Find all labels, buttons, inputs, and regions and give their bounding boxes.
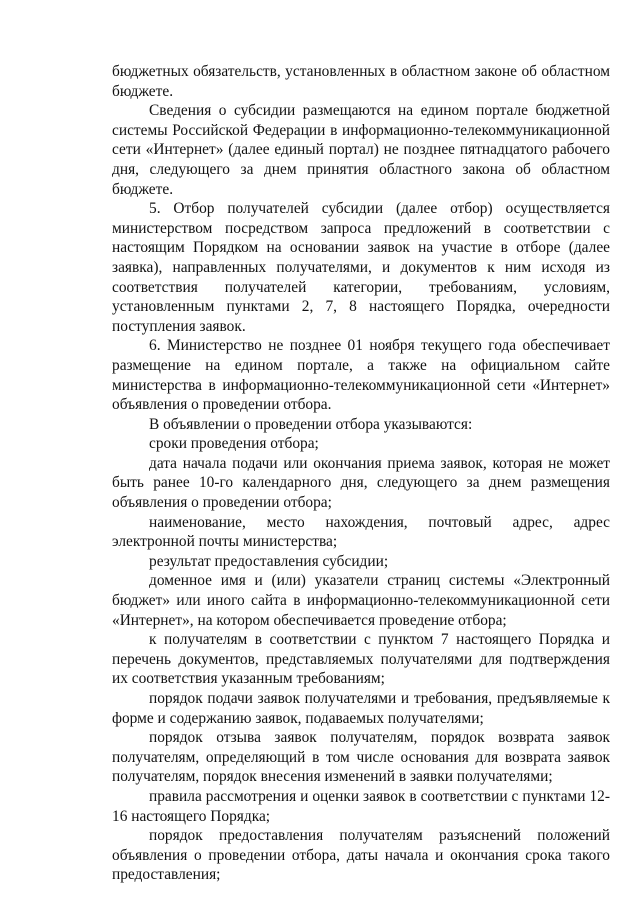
paragraph: порядок предоставления получателям разъяснений положений объявления о проведении отбора, даты начала и окончания срока такого предоставления; [112, 827, 610, 884]
paragraph: доменное имя и (или) указатели страниц системы «Электронный бюджет» или иного сайта в информационно-телекоммуникационной сети «Интернет», на котором обеспечивается проведение отбора; [112, 572, 610, 629]
document-body [112, 62, 610, 885]
paragraph: 6. Министерство не позднее 01 ноября текущего года обеспечивает размещение на едином портале, а также на официальном сайте министерства в информационно-телекоммуникационной сети «Интернет» объявления о проведении отбора. [112, 337, 610, 414]
paragraph: бюджетных обязательств, установленных в областном законе об областном бюджете. [112, 63, 610, 100]
paragraph: порядок отзыва заявок получателям, порядок возврата заявок получателям, определяющий в том числе основания для возврата заявок получателям, порядок внесения изменений в заявки получателями; [112, 729, 610, 786]
paragraph: сроки проведения отбора; [149, 435, 319, 453]
paragraph: дата начала подачи или окончания приема заявок, которая не может быть ранее 10-го календарного дня, следующего за днем размещения объявления о проведении отбора; [112, 454, 610, 512]
paragraph: порядок подачи заявок получателями и требования, предъявляемые к форме и содержанию заявок, подаваемых получателями; [112, 690, 610, 727]
paragraph: к получателям в соответствии с пунктом 7 настоящего Порядка и перечень документов, представляемых получателями для подтверждения их соответствия указанным требованиям; [112, 631, 610, 688]
paragraph: 5. Отбор получателей субсидии (далее отбор) осуществляется министерством посредством запроса предложений в соответствии с настоящим Порядком на основании заявок на участие в отборе (далее заявка), направленных получателями, и документов к ним исходя из соответствия получателей категории, требованиям, условиям, установленным пунктами 2, 7, 8 настоящего Порядка, очередности поступления заявок. [112, 200, 610, 335]
paragraph: В объявлении о проведении отбора указываются: [149, 415, 473, 433]
paragraph: правила рассмотрения и оценки заявок в соответствии с пунктами 12-16 настоящего Порядка; [112, 787, 610, 825]
paragraph: результат предоставления субсидии; [149, 552, 389, 570]
paragraph: Сведения о субсидии размещаются на едином портале бюджетной системы Российской Федерации в информационно-телекоммуникационной сети «Интернет» (далее единый портал) не позднее пятнадцатого рабочего дня, следующего за днем принятия областного закона об областном бюджете. [112, 102, 610, 198]
paragraph: наименование, место нахождения, почтовый адрес, адрес электронной почты министерства; [112, 513, 610, 551]
